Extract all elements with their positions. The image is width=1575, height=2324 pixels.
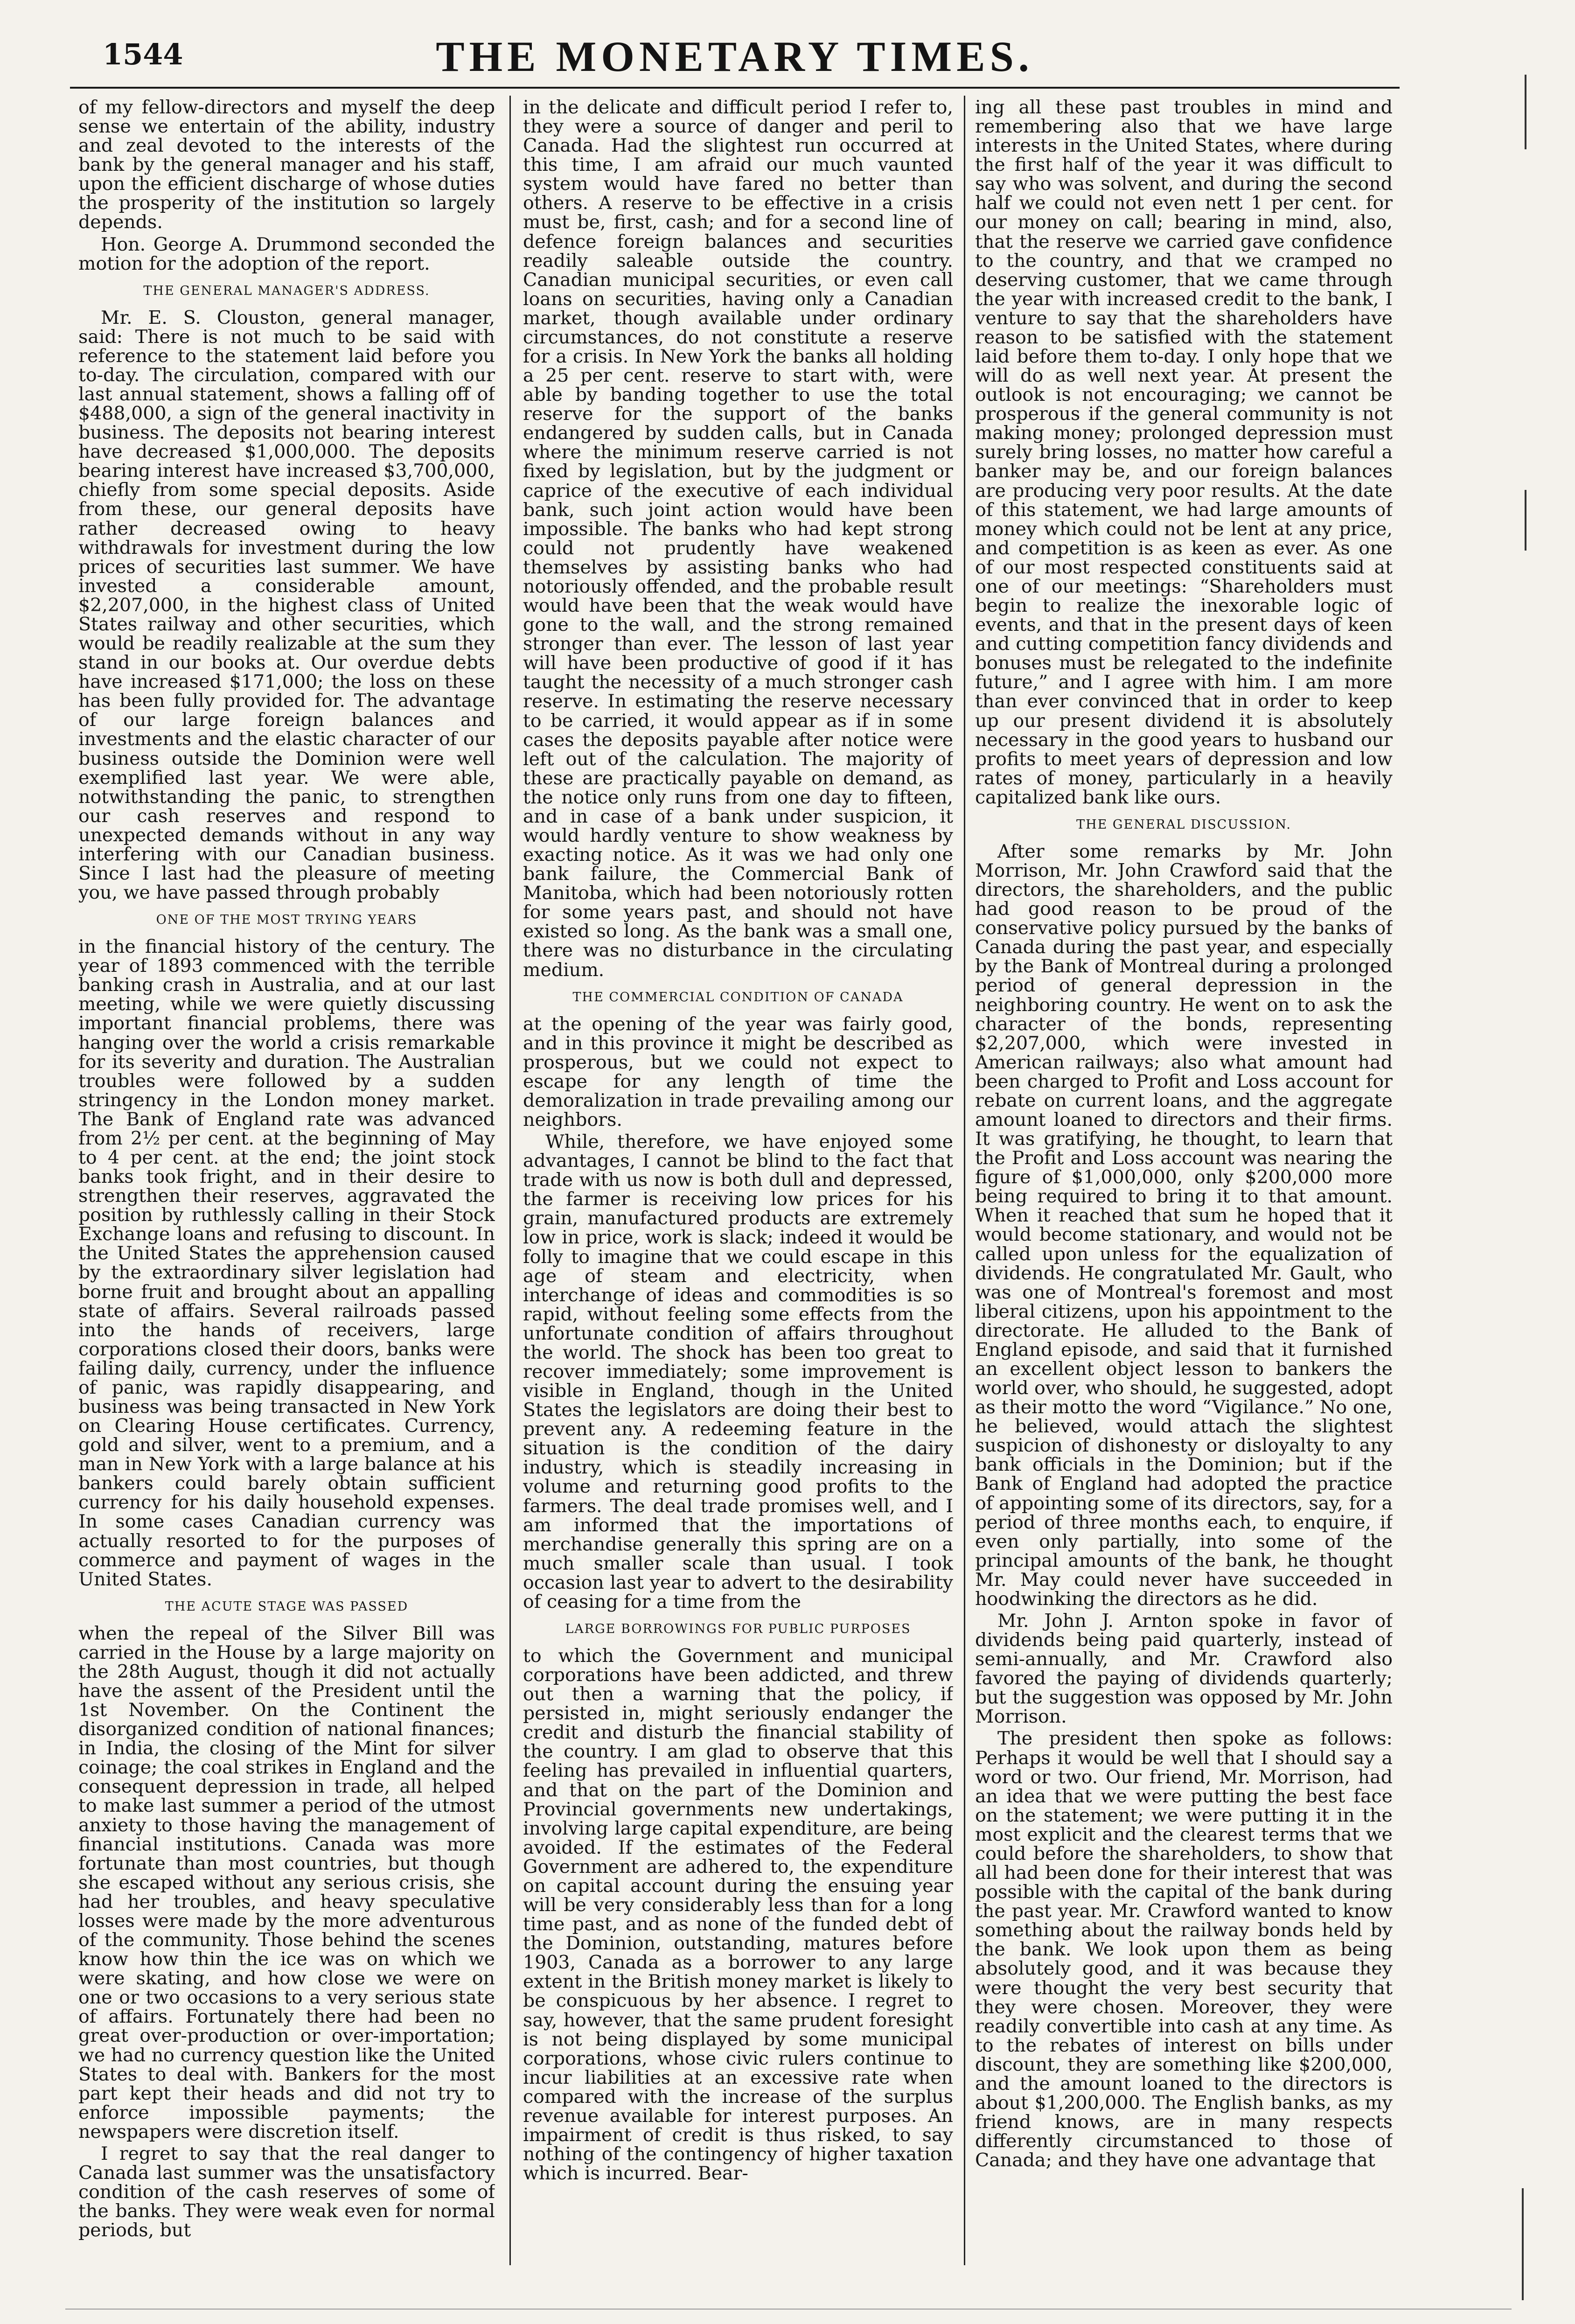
column-3 bbox=[975, 98, 1393, 2263]
section-heading: LARGE BORROWINGS FOR PUBLIC PURPOSES bbox=[565, 1622, 911, 1637]
header-rule bbox=[70, 87, 1400, 89]
paragraph: Mr. E. S. Clouston, general manager, said: There is not much to be said with reference to the statement laid before you to-day. The circulation, compared with our last annual statement, shows a falling off of $488,000, a sign of the general inactivity in business. The deposits not bearing interest have decreased $1,000,000. The deposits bearing interest have increased $3,700,000, chiefly from some special deposits. Aside from these, our general deposits have rather decreased owing to heavy withdrawals for investment during the low prices of securities last summer. We have invested a considerable amount, $2,207,000, in the highest class of United States railway and other securities, which would be readily realizable at the sum they stand in our books at. Our overdue debts have increased $171,000; the loss on these has been fully provided for. The advantage of our large foreign balances and investments and the elastic character of our business outside the Dominion were well exemplified last year. We were able, notwithstanding the panic, to strengthen our cash reserves and respond to unexpected demands without in any way interfering with our Canadian business. Since I last had the pleasure of meeting you, we have passed through probably bbox=[78, 307, 495, 904]
column-2 bbox=[523, 98, 953, 2263]
section-heading: THE ACUTE STAGE WAS PASSED bbox=[165, 1599, 409, 1614]
column-divider bbox=[509, 96, 511, 2265]
paragraph: While, therefore, we have enjoyed some advantages, I cannot be blind to the fact that trade with us now is both dull and depressed, the farmer is receiving low prices for his grain, manufactured products are extremely low in price, work is slack; indeed it would be folly to imagine that we could escape in this age of steam and electricity, when interchange of ideas and commodities is so rapid, without feeling some effects from the unfortunate condition of affairs throughout the world. The shock has been too great to recover immediately; some improvement is visible in England, though in the United States the legislators are doing their best to prevent any. A redeeming feature in the situation is the condition of the dairy industry, which is steadily increasing in volume and returning good profits to the farmers. The deal trade promises well, and I am informed that the importations of merchandise generally this spring are on a much smaller scale than usual. I took occasion last year to advert to the desirability of ceasing for a time from the bbox=[523, 1131, 953, 1612]
paragraph: of my fellow-directors and myself the deep sense we entertain of the ability, industry and zeal devoted to the interests of the bank by the general manager and his staff, upon the efficient discharge of whose duties the prosperity of the institution so largely depends. bbox=[78, 98, 495, 233]
section-heading: THE COMMERCIAL CONDITION OF CANADA bbox=[572, 990, 904, 1005]
margin-mark bbox=[1522, 2188, 1524, 2300]
paragraph: in the financial history of the century. The year of 1893 commenced with the terrible banking crash in Australia, and at our last meeting, while we were quietly discussing important financial problems, there was hanging over the world a crisis remarkable for its severity and duration. The Australian troubles were followed by a sudden stringency in the London money market. The Bank of England rate was advanced from 2½ per cent. at the beginning of May to 4 per cent. at the end; the joint stock banks took fright, and in their desire to strengthen their reserves, aggravated the position by ruthlessly calling in their Stock Exchange loans and refusing to discount. In the United States the apprehension caused by the extraordinary silver legislation had borne fruit and brought about an appalling state of affairs. Several railroads passed into the hands of receivers, large corporations closed their doors, banks were failing daily, currency, under the influence of panic, was rapidly disappearing, and business was being transacted in New York on Clearing House certificates. Currency, gold and silver, went to a premium, and a man in New York with a large balance at his bankers could barely obtain sufficient currency for his daily household expenses. In some cases Canadian currency was actually resorted to for the purposes of commerce and payment of wages in the United States. bbox=[78, 936, 495, 1590]
margin-mark bbox=[1525, 75, 1526, 149]
paragraph: I regret to say that the real danger to Canada last summer was the unsatisfactory condition of the cash reserves of some of the banks. They were weak even for normal periods, but bbox=[78, 2143, 495, 2241]
paragraph: Hon. George A. Drummond seconded the motion for the adoption of the report. bbox=[78, 233, 495, 274]
paragraph: Mr. John J. Arnton spoke in favor of dividends being paid quarterly, instead of semi-annually, and Mr. Crawford also favored the paying of dividends quarterly; but the suggestion was opposed by Mr. John Morrison. bbox=[975, 1610, 1393, 1728]
margin-mark bbox=[1525, 490, 1526, 551]
paragraph: when the repeal of the Silver Bill was carried in the House by a large majority on the 28th August, though it did not actually have the assent of the President until the 1st November. On the Continent the disorganized condition of national finances; in India, the closing of the Mint for silver coinage; the coal strikes in England and the consequent depression in trade, all helped to make last summer a period of the utmost anxiety to those having the management of financial institutions. Canada was more fortunate than most countries, but though she escaped without any serious crisis, she had her troubles, and heavy speculative losses were made by the more adventurous of the community. Those behind the scenes know how thin the ice was on which we were skating, and how close we were on one or two occasions to a very serious state of affairs. Fortunately there had been no great over-production or over-importation; we had no currency question like the United States to deal with. Bankers for the most part kept their heads and did not try to enforce impossible payments; the newspapers were discretion itself. bbox=[78, 1622, 495, 2143]
paragraph: at the opening of the year was fairly good, and in this province it might be described as prosperous, but we could not expect to escape for any length of time the demoralization in trade prevailing among our neighbors. bbox=[523, 1013, 953, 1131]
paragraph: in the delicate and difficult period I refer to, they were a source of danger and peril to Canada. Had the slightest run occurred at this time, I am afraid our much vaunted system would have fared no better than others. A reserve to be effective in a crisis must be, first, cash; and for a second line of defence foreign balances and securities readily saleable outside the country. Canadian municipal securities, or even call loans on securities, having only a Canadian market, though available under ordinary circumstances, do not constitute a reserve for a crisis. In New York the banks all holding a 25 per cent. reserve to start with, were able by banding together to use the total reserve for the support of the banks endangered by sudden calls, but in Canada where the minimum reserve carried is not fixed by legislation, but by the judgment or caprice of the executive of each individual bank, such joint action would have been impossible. The banks who had kept strong could not prudently have weakened themselves by assisting banks who had notoriously offended, and the probable result would have been that the weak would have gone to the wall, and the strong remained stronger than ever. The lesson of last year will have been productive of good if it has taught the necessity of a much stronger cash reserve. In estimating the reserve necessary to be carried, it would appear as if in some cases the deposits payable after notice were left out of the calculation. The majority of these are practically payable on demand, as the notice only runs from one day to fifteen, and in case of a bank under suspicion, it would hardly venture to show weakness by exacting notice. As it was we had only one bank failure, the Commercial Bank of Manitoba, which had been notoriously rotten for some years past, and should not have existed so long. As the bank was a small one, there was no disturbance in the circulating medium. bbox=[523, 98, 953, 981]
paragraph: ing all these past troubles in mind and remembering also that we have large interests in the United States, where during the first half of the year it was difficult to say who was solvent, and during the second half we could not even nett 1 per cent. for our money on call; bearing in mind, also, that the reserve we carried gave confidence to the country, and that we cramped no deserving customer, that we came through the year with increased credit to the bank, I venture to say that the shareholders have reason to be satisfied with the statement laid before them to-day. I only hope that we will do as well next year. At present the outlook is not encouraging; we cannot be prosperous if the general community is not making money; prolonged depression must surely bring losses, no matter how careful a banker may be, and our foreign balances are producing very poor results. At the date of this statement, we had large amounts of money which could not be lent at any price, and competition is as keen as ever. As one of our most respected constituents said at one of our meetings: “Shareholders must begin to realize the inexorable logic of events, and that in the present days of keen and cutting competition fancy dividends and bonuses must be relegated to the indefinite future,” and I agree with him. I am more than ever convinced that in order to keep up our present dividend it is absolutely necessary in the good years to husband our profits to meet years of depression and low rates of money, particularly in a heavily capitalized bank like ours. bbox=[975, 98, 1393, 808]
page-number: 1544 bbox=[103, 37, 183, 71]
paragraph: to which the Government and municipal corporations have been addicted, and threw out then a warning that the policy, if persisted in, might seriously endanger the credit and disturb the financial stability of the country. I am glad to observe that this feeling has prevailed in influential quarters, and that on the part of the Dominion and Provincial governments new undertakings, involving large capital expenditure, are being avoided. If the estimates of the Federal Government are adhered to, the expenditure on capital account during the ensuing year will be very considerably less than for a long time past, and as none of the funded debt of the Dominion, outstanding, matures before 1903, Canada as a borrower to any large extent in the British money market is likely to be conspicuous by her absence. I regret to say, however, that the same prudent foresight is not being displayed by some municipal corporations, whose civic rulers continue to incur liabilities at an excessive rate when compared with the increase of the surplus revenue available for interest purposes. An impairment of credit is thus risked, to say nothing of the contingency of higher taxation which is incurred. Bear- bbox=[523, 1645, 953, 2184]
column-divider bbox=[964, 96, 965, 2265]
paragraph: After some remarks by Mr. John Morrison, Mr. John Crawford said that the directors, the shareholders, and the public had good reason to be proud of the conservative policy pursued by the banks of Canada during the past year, and especially by the Bank of Montreal during a prolonged period of general depression in the neighboring country. He went on to ask the character of the bonds, representing $2,207,000, which were invested in American railways; also what amount had been charged to Profit and Loss account for rebate on current loans, and the aggregate amount loaned to directors and their firms. It was gratifying, he thought, to learn that the Profit and Loss account was nearing the figure of $1,000,000, only $200,000 more being required to bring it to that amount. When it reached that sum he hoped that it would become stationary, and would not be called upon unless for the equalization of dividends. He congratulated Mr. Gault, who was one of Montreal's foremost and most liberal citizens, upon his appointment to the directorate. He alluded to the Bank of England episode, and said that it furnished an excellent object lesson to bankers the world over, who should, he suggested, adopt as their motto the word “Vigilance.” No one, he believed, would attach the slightest suspicion of dishonesty or disloyalty to any bank officials in the Dominion; but if the Bank of England had adopted the practice of appointing some of its directors, say, for a period of three months each, to enquire, if even only partially, into some of the principal amounts of the bank, he thought Mr. May could never have succeeded in hoodwinking the directors as he did. bbox=[975, 840, 1393, 1610]
masthead-title: THE MONETARY TIMES. bbox=[436, 33, 1034, 80]
section-heading: THE GENERAL DISCUSSION. bbox=[1076, 817, 1291, 832]
column-1 bbox=[78, 98, 495, 2263]
section-heading: THE GENERAL MANAGER'S ADDRESS. bbox=[143, 283, 430, 298]
section-heading: ONE OF THE MOST TRYING YEARS bbox=[156, 913, 418, 928]
page-header bbox=[70, 28, 1400, 82]
page-bottom-edge bbox=[65, 2309, 1512, 2310]
paragraph: The president then spoke as follows: Perhaps it would be well that I should say a word or two. Our friend, Mr. Morrison, had an idea that we were putting the best face on the statement; we were putting it in the most explicit and the clearest terms that we could before the shareholders, to show that all had been done for their interest that was possible with the capital of the bank during the past year. Mr. Crawford wanted to know something about the railway bonds held by the bank. We look upon them as being absolutely good, and it was because they were thought the very best security that they were chosen. Moreover, they were readily convertible into cash at any time. As to the rebates of interest on bills under discount, they are something like $200,000, and the amount loaned to the directors is about $1,200,000. The English banks, as my friend knows, are in many respects differently circumstanced to those of Canada; and they have one advantage that bbox=[975, 1728, 1393, 2171]
